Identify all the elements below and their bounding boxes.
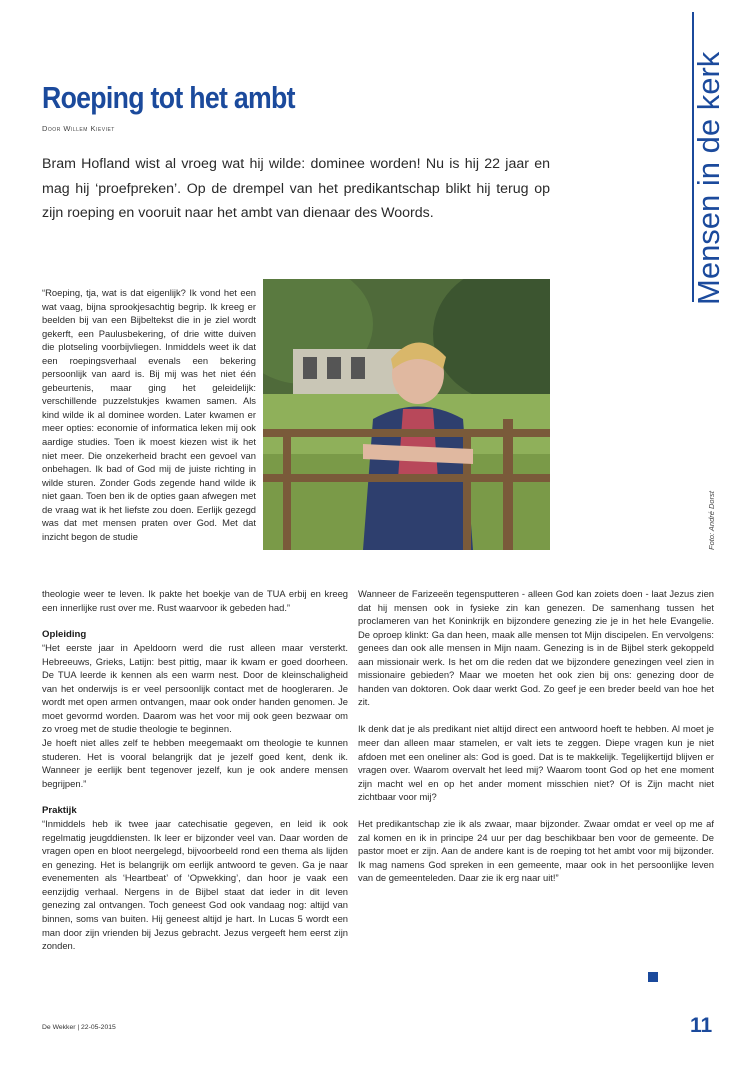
paragraph: Wanneer de Farizeeën tegensputteren - alleen God kan zoiets doen - laat Jezus zien dat hij mensen ook in fysieke zin kan genezen. De samenhang tussen het proclameren van het Koninkrijk en bijzondere genezing zie je in het hele Evangelie. De oproep klinkt: Ga dan heen, maak alle mensen tot Mijn discipelen. En vervolgens: genees dan ook alle mensen in Mijn naam. Genezing is in de Bijbel sterk gekoppeld aan missionair werk. Is het om die reden dat we bijzondere genezingen veel zien in missionaire gebieden? Maar we moeten het ook zien bij ons: genezing door de handen van doktoren. Ook daar werkt God. Zo geef je een breder beeld van hoe het zit. — [358, 588, 714, 708]
paragraph: theologie weer te leven. Ik pakte het boekje van de TUA erbij en kreeg een innerlijke rust over me. Rust waarvoor ik gebeden had.” — [42, 588, 348, 613]
paragraph: Je hoeft niet alles zelf te hebben meegemaakt om theologie te kunnen studeren. Het is vooral belangrijk dat je jezelf goed kent, denk ik. Wanneer je eerlijk bent tegenover jezelf, kun je ook andere mensen begrijpen.” — [42, 736, 348, 789]
end-of-article-square — [648, 972, 658, 982]
photo-illustration — [263, 279, 550, 550]
paragraph: “Inmiddels heb ik twee jaar catechisatie gegeven, en leid ik ook regelmatig jeugddiensten. Ik leer er bijzonder veel van. Daar worden de vragen open en bloot neergelegd, bijvoorbeeld rond een thema als lijden en genezing. Het is belangrijk om eerlijk antwoord te geven. Ga je naar evenementen als ‘Heartbeat’ of ‘Opwekking’, dan hoor je vaak een eenzijdig verhaal. Nergens in de Bijbel staat dat ieder in dit leven genezing zal ontvangen. Toch geneest God ook vandaag nog: altijd van binnen, soms van buiten. Hij geneest altijd je hart. In Lucas 5 wordt een man door zijn vrienden bij Jezus gebracht. Jezus vergeeft hem eerst zijn zonden. — [42, 818, 348, 952]
byline: Door Willem Kieviet — [42, 124, 115, 133]
paragraph: Het predikantschap zie ik als zwaar, maar bijzonder. Zwaar omdat er veel op me af zal komen en ik in principe 24 uur per dag beschikbaar ben voor de gemeente. De pastor moet er zijn. Aan de andere kant is de roeping tot het ambt voor mij bijzonder. Ik mag namens God spreken in een gemeente, maar ook in het persoonlijke leven van de gemeenteleden. Daar zie ik erg naar uit!” — [358, 818, 714, 884]
paragraph: “Roeping, tja, wat is dat eigenlijk? Ik vond het een wat vaag, bijna sprookjesachtig begrip. Ik kreeg er beelden bij van een Bijbeltekst die in je ziel wordt gekerft, een Paulusbekering, of drie witte duiven die plotseling voorbijvliegen. Inmiddels weet ik dat een roepingsverhaal evenals een bekering persoonlijk van aard is. Bij mij was het niet één gebeurtenis, maar ging het geleidelijk: verschillende puzzelstukjes kwamen samen. Als kind wilde ik al dominee worden. Later kwamen er meer opties: economie of informatica leken mij ook aardige studies. Toen ik moest kiezen wist ik het niet meer. Die onzekerheid bracht een gevoel van onbehagen. Ik bad of God mij de juiste richting in wilde sturen. Zonder Gods zegende hand wilde ik niet gaan. Toen ben ik de opties gaan afwegen met de vraag wat ik het liefste zou doen. Eerlijk gezegd was dat met mensen praten over God. Met dat inzicht begon de studie — [42, 287, 256, 542]
column-left — [42, 587, 348, 953]
paragraph: Ik denk dat je als predikant niet altijd direct een antwoord hoeft te hebben. Al moet je meer dan alleen maar stamelen, er valt iets te zeggen. Diepe vragen kun je niet afdoen met een oneliner als: God is goed. Dat is te makkelijk. Tegelijkertijd blijven er vragen over. Waarom overvalt het leed mij? Waarom toont God op het ene moment zijn macht wel en op het ander moment misschien niet? Of is Zijn macht niet zichtbaar voor mij? — [358, 723, 714, 803]
portrait-photo — [263, 279, 550, 550]
page-number: 11 — [690, 1014, 713, 1037]
column-right — [358, 587, 714, 885]
section-heading-praktijk: Praktijk — [42, 804, 77, 816]
paragraph: “Het eerste jaar in Apeldoorn werd die rust alleen maar versterkt. Hebreeuws, Grieks, Latijn: best pittig, maar ik kwam er goed doorheen. De TUA leerde ik kennen als een warm nest. Door de kleinschaligheid van het onderwijs is er veel persoonlijk contact met de hoogleraren. Je wordt met open armen ontvangen, maar ook onder handen genomen. Je moet gevormd worden. Daarom was het voor mij ook geen bezwaar om zo vroeg met de studie theologie te beginnen. — [42, 642, 348, 735]
intro-paragraph: Bram Hofland wist al vroeg wat hij wilde: dominee worden! Nu is hij 22 jaar en mag hij ‘proefpreken’. Op de drempel van het predikantschap blikt hij terug op zijn roeping en vooruit naar het ambt van dienaar des Woords. — [42, 156, 550, 221]
section-label: Mensen in de kerk — [691, 51, 726, 305]
photo-credit: Foto: André Dorst — [707, 491, 716, 550]
footer-publication: De Wekker | 22-05-2015 — [42, 1024, 116, 1031]
column-left-narrow — [42, 286, 256, 543]
section-heading-opleiding: Opleiding — [42, 628, 87, 640]
article-title: Roeping tot het ambt — [42, 80, 295, 115]
